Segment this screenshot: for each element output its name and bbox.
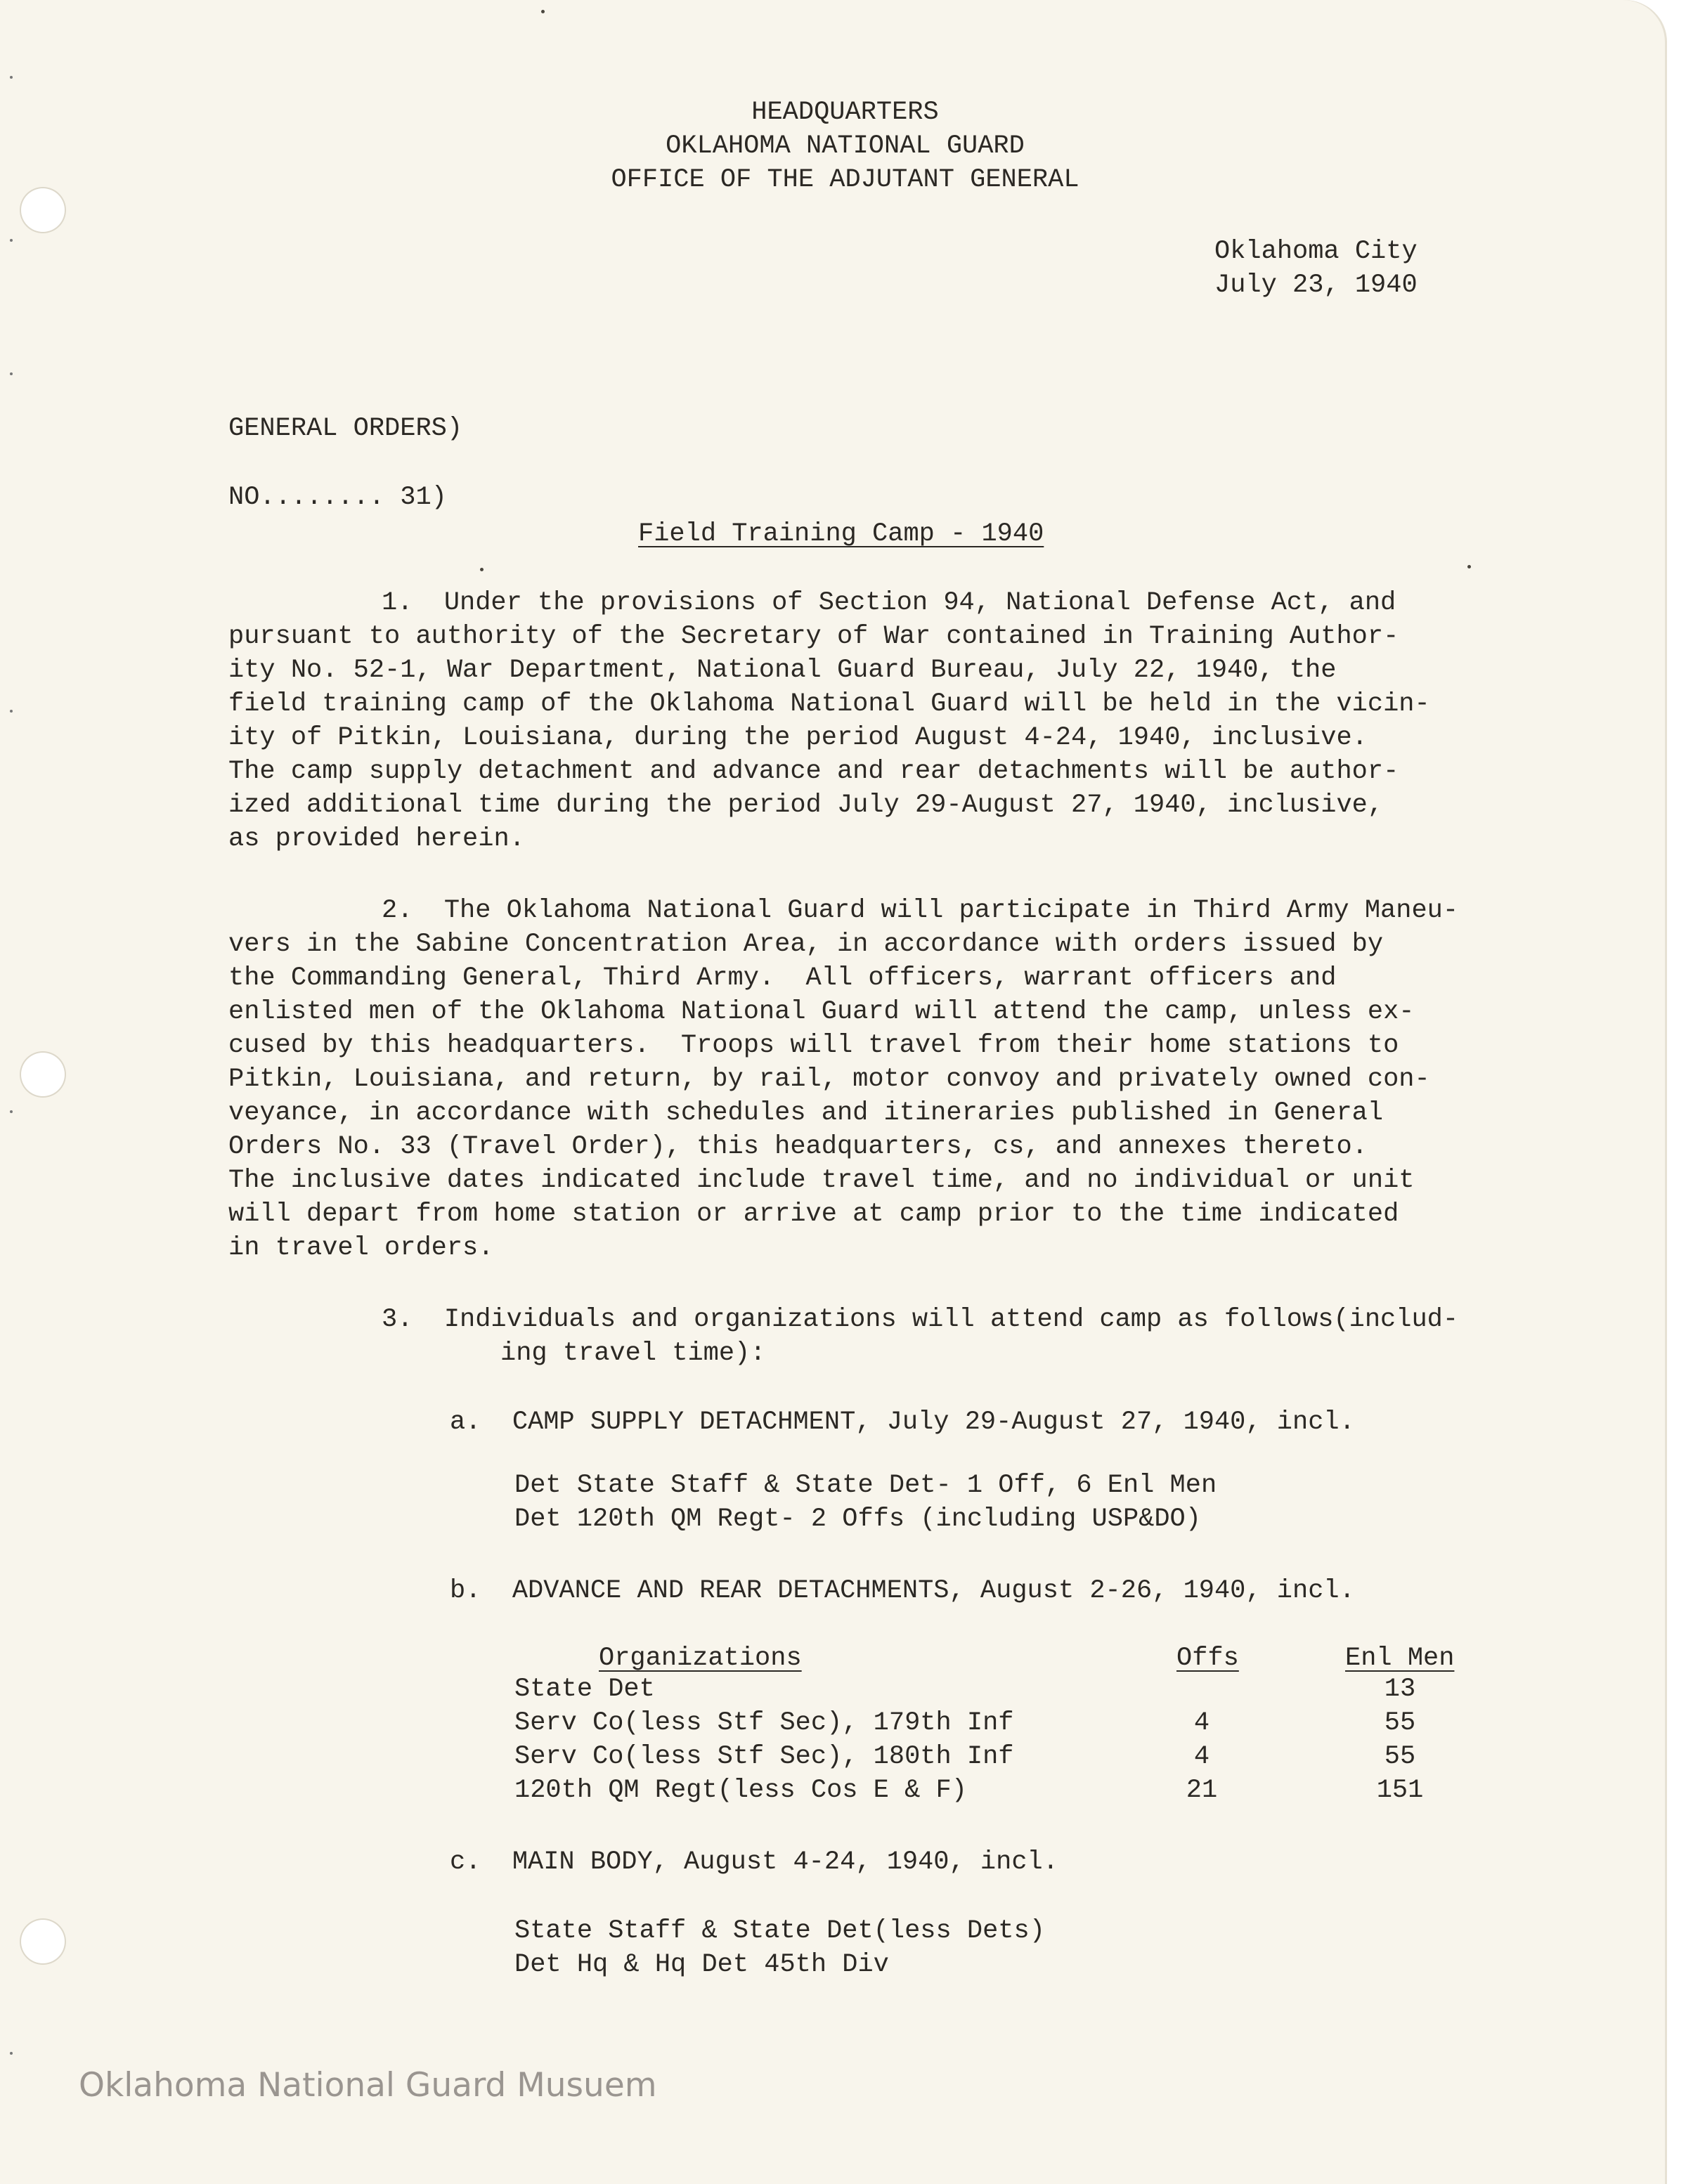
margin-mark bbox=[10, 239, 13, 242]
date: July 23, 1940 bbox=[1214, 271, 1418, 300]
table-row-men: 151 bbox=[1376, 1776, 1424, 1805]
paragraph-line: ity No. 52-1, War Department, National Guard Bureau, July 22, 1940, the bbox=[228, 656, 1337, 685]
section-a-heading: a. CAMP SUPPLY DETACHMENT, July 29-August 27, 1940, incl. bbox=[450, 1408, 1355, 1437]
table-header-enl-men: Enl Men bbox=[1345, 1644, 1455, 1673]
paragraph-3-line-1: 3. Individuals and organizations will attend camp as follows(includ- bbox=[382, 1305, 1459, 1334]
paragraph-line: field training camp of the Oklahoma National Guard will be held in the vicin- bbox=[228, 689, 1430, 719]
table-row-offs: 4 bbox=[1193, 1742, 1210, 1772]
paragraph-line: ized additional time during the period July 29-August 27, 1940, inclusive, bbox=[228, 791, 1384, 820]
margin-mark bbox=[10, 710, 13, 713]
city: Oklahoma City bbox=[1214, 237, 1418, 266]
document-title: Field Training Camp - 1940 bbox=[638, 519, 1044, 549]
section-c-line: State Staff & State Det(less Dets) bbox=[514, 1916, 1045, 1946]
paragraph-line: Pitkin, Louisiana, and return, by rail, motor convoy and privately owned con- bbox=[228, 1065, 1430, 1094]
table-row-men: 13 bbox=[1384, 1675, 1416, 1704]
paragraph-line: 2. The Oklahoma National Guard will participate in Third Army Maneu- bbox=[382, 896, 1459, 925]
paragraph-line: ity of Pitkin, Louisiana, during the period August 4-24, 1940, inclusive. bbox=[228, 723, 1368, 753]
table-row-org: State Det bbox=[514, 1675, 655, 1704]
paper-speck bbox=[541, 10, 545, 13]
paragraph-line: will depart from home station or arrive at camp prior to the time indicated bbox=[228, 1200, 1399, 1229]
margin-mark bbox=[10, 76, 13, 79]
paragraph-line: in travel orders. bbox=[228, 1233, 494, 1263]
letterhead-line-2: OKLAHOMA NATIONAL GUARD bbox=[666, 131, 1025, 161]
table-header-organizations: Organizations bbox=[599, 1644, 802, 1673]
paragraph-line: 1. Under the provisions of Section 94, National Defense Act, and bbox=[382, 588, 1396, 618]
paper-speck bbox=[480, 568, 484, 571]
table-row-org: 120th QM Regt(less Cos E & F) bbox=[514, 1776, 967, 1805]
punch-hole bbox=[21, 1920, 65, 1963]
punch-hole bbox=[21, 1053, 65, 1096]
letterhead-line-1: HEADQUARTERS bbox=[751, 98, 939, 127]
table-row-men: 55 bbox=[1384, 1708, 1416, 1738]
table-row-men: 55 bbox=[1384, 1742, 1416, 1772]
paragraph-line: The inclusive dates indicated include travel time, and no individual or unit bbox=[228, 1166, 1415, 1195]
table-row-org: Serv Co(less Stf Sec), 179th Inf bbox=[514, 1708, 1014, 1738]
table-row-org: Serv Co(less Stf Sec), 180th Inf bbox=[514, 1742, 1014, 1772]
paragraph-line: enlisted men of the Oklahoma National Guard will attend the camp, unless ex- bbox=[228, 997, 1415, 1027]
section-a-line: Det State Staff & State Det- 1 Off, 6 Enl Men bbox=[514, 1471, 1217, 1500]
paragraph-line: veyance, in accordance with schedules and itineraries published in General bbox=[228, 1098, 1384, 1128]
general-orders-label: GENERAL ORDERS) bbox=[228, 414, 463, 443]
paragraph-line: vers in the Sabine Concentration Area, in accordance with orders issued by bbox=[228, 930, 1384, 959]
table-header-offs: Offs bbox=[1176, 1644, 1239, 1673]
paragraph-3-line-2: ing travel time): bbox=[500, 1339, 766, 1368]
paragraph-line: pursuant to authority of the Secretary of War contained in Training Author- bbox=[228, 622, 1399, 651]
letterhead-line-3: OFFICE OF THE ADJUTANT GENERAL bbox=[611, 165, 1079, 195]
paragraph-line: The camp supply detachment and advance and rear detachments will be author- bbox=[228, 757, 1399, 786]
museum-watermark: Oklahoma National Guard Musuem bbox=[79, 2066, 657, 2105]
paper-speck bbox=[1467, 565, 1471, 568]
section-c-heading: c. MAIN BODY, August 4-24, 1940, incl. bbox=[450, 1847, 1058, 1877]
section-a-line: Det 120th QM Regt- 2 Offs (including USP&DO) bbox=[514, 1504, 1201, 1534]
margin-mark bbox=[10, 372, 13, 375]
order-number: NO........ 31) bbox=[228, 483, 447, 512]
paragraph-line: the Commanding General, Third Army. All officers, warrant officers and bbox=[228, 963, 1337, 993]
section-b-heading: b. ADVANCE AND REAR DETACHMENTS, August 2-26, 1940, incl. bbox=[450, 1576, 1355, 1606]
section-c-line: Det Hq & Hq Det 45th Div bbox=[514, 1950, 889, 1980]
table-row-offs: 21 bbox=[1186, 1776, 1218, 1805]
margin-mark bbox=[10, 1110, 13, 1113]
table-row-offs: 4 bbox=[1193, 1708, 1210, 1738]
paragraph-line: as provided herein. bbox=[228, 824, 525, 854]
paragraph-line: Orders No. 33 (Travel Order), this headquarters, cs, and annexes thereto. bbox=[228, 1132, 1368, 1162]
paragraph-line: cused by this headquarters. Troops will travel from their home stations to bbox=[228, 1031, 1399, 1060]
margin-mark bbox=[10, 2052, 13, 2055]
